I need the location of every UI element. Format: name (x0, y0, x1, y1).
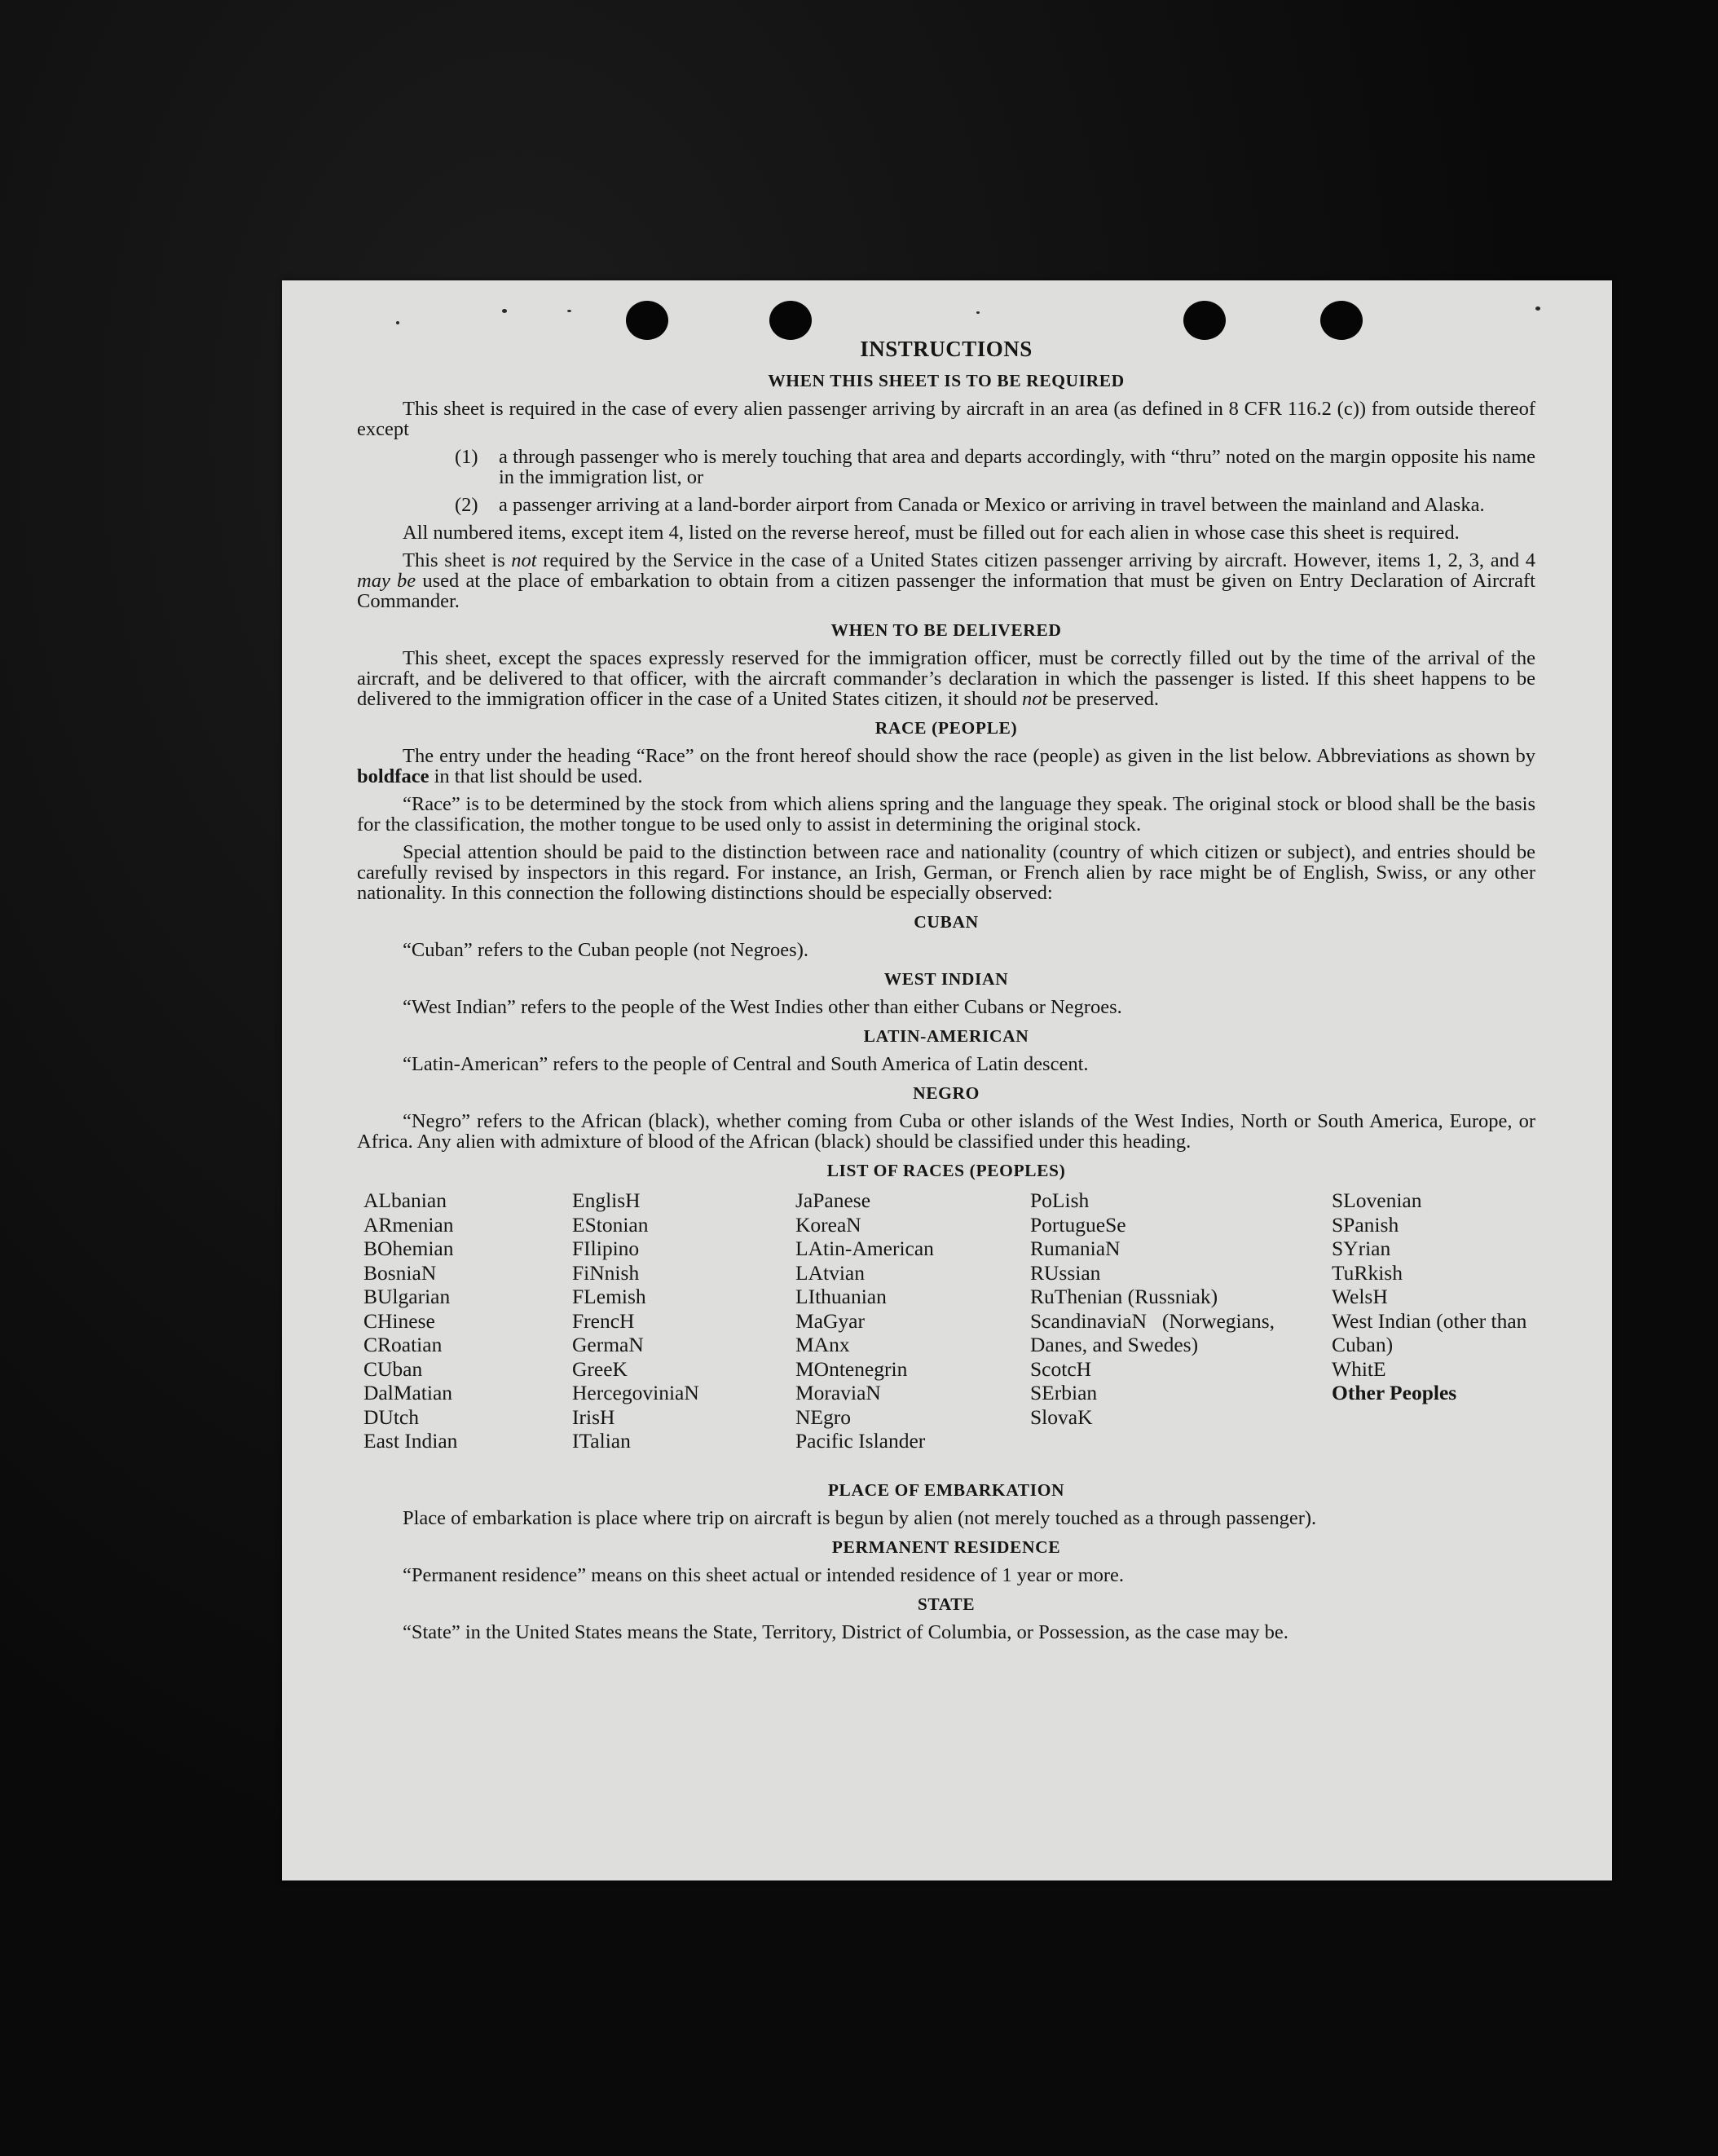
race-entry: RumaniaN (1030, 1237, 1121, 1260)
dust-speck (976, 311, 980, 314)
exception-number: (1) (455, 446, 478, 468)
race-entry: SErbian (1030, 1381, 1098, 1404)
race-entry: CRoatian (363, 1333, 443, 1356)
race-entry: GermaN (572, 1333, 644, 1356)
race-entry: ARmenian (363, 1212, 454, 1237)
race-entry: BOhemian (363, 1237, 454, 1260)
section-heading: PLACE OF EMBARKATION (827, 1480, 1065, 1500)
bold-term: boldface (357, 765, 430, 787)
emphasis: not (1021, 688, 1048, 710)
race-entry: MAnx (795, 1333, 850, 1356)
race-entry: KoreaN (795, 1212, 861, 1237)
race-entry: IrisH (572, 1404, 615, 1429)
race-entry: ITalian (572, 1429, 631, 1453)
race-entry: LIthuanian (795, 1285, 887, 1308)
race-entry: JaPanese (795, 1188, 871, 1212)
race-entry: CHinese (363, 1308, 435, 1333)
race-entry: LAtvian (795, 1260, 865, 1285)
race-entry: RUssian (1030, 1260, 1101, 1285)
punch-hole (1183, 301, 1226, 340)
exception-item (455, 447, 1535, 487)
section-heading: WEST INDIAN (883, 969, 1009, 989)
text-run: This sheet is (403, 549, 512, 571)
paragraph: “State” in the United States means the State, Territory, District of Columbia, or Possession, as the case may be. (403, 1621, 1288, 1643)
race-entry: DalMatian (363, 1381, 453, 1404)
paragraph: “Race” is to be determined by the stock from which aliens spring and the language they speak. The original stock or blood shall be the basis for the classification, the mother tongue to be used only to assist in determining the original stock. (357, 793, 1535, 836)
text-run: used at the place of embarkation to obtain from a citizen passenger the information that must be given on Entry Declaration of Aircraft Commander. (357, 570, 1535, 612)
race-entry: West Indian (other than Cuban) (1332, 1308, 1527, 1356)
paragraph (357, 746, 1535, 787)
race-entry: EStonian (572, 1212, 649, 1237)
section-heading: LATIN-AMERICAN (863, 1026, 1029, 1046)
race-entry: EnglisH (572, 1188, 641, 1212)
races-column (795, 1188, 1024, 1453)
races-column (572, 1188, 784, 1453)
race-entry: MaGyar (795, 1308, 865, 1333)
race-entry: FiNnish (572, 1260, 640, 1285)
race-entry: TuRkish (1332, 1260, 1403, 1285)
races-column (1332, 1188, 1535, 1405)
paragraph: “West Indian” refers to the people of the West Indies other than either Cubans or Negroes. (403, 996, 1122, 1018)
race-entry: PoLish (1030, 1188, 1090, 1212)
race-entry: ALbanian (363, 1188, 447, 1212)
race-entry: Pacific Islander (795, 1429, 926, 1453)
race-entry: Other Peoples (1332, 1381, 1457, 1404)
race-entry: BUlgarian (363, 1285, 451, 1308)
paragraph: “Cuban” refers to the Cuban people (not Negroes). (403, 939, 808, 961)
paragraph: “Negro” refers to the African (black), whether coming from Cuba or other islands of the West Indies, North or South America, Europe, or Africa. Any alien with admixture of blood of the African (black) should be classified under this heading. (357, 1110, 1535, 1153)
text-run: The entry under the heading “Race” on the front hereof should show the race (people) as given in the list below. Abbreviations as shown by (403, 745, 1535, 767)
race-entry: CUban (363, 1356, 423, 1381)
exception-number: (2) (455, 494, 478, 516)
section-heading: STATE (917, 1594, 976, 1614)
race-entry: WelsH (1332, 1285, 1388, 1308)
race-entry: DUtch (363, 1404, 419, 1429)
page-title: INSTRUCTIONS (860, 337, 1033, 361)
paragraph (357, 550, 1535, 611)
paragraph: All numbered items, except item 4, listed on the reverse hereof, must be filled out for each alien in whose case this sheet is required. (403, 522, 1460, 544)
race-entry: MOntenegrin (795, 1356, 908, 1381)
exception-text: a through passenger who is merely touching that area and departs accordingly, with “thru” noted on the margin opposite his name in the immigration list, or (499, 446, 1535, 488)
exception-item (455, 495, 1535, 515)
paragraph: “Latin-American” refers to the people of Central and South America of Latin descent. (403, 1053, 1089, 1075)
race-entry: SlovaK (1030, 1404, 1093, 1429)
paragraph: Place of embarkation is place where trip on aircraft is begun by alien (not merely touched as a through passenger). (403, 1507, 1317, 1529)
race-entry: SYrian (1332, 1237, 1391, 1260)
dust-speck (502, 309, 507, 313)
race-entry: ScandinaviaN (Norwegians, Danes, and Swedes) (1030, 1308, 1275, 1356)
section-heading: PERMANENT RESIDENCE (831, 1537, 1061, 1557)
dust-speck (396, 321, 399, 324)
section-heading: NEGRO (913, 1083, 980, 1103)
punch-hole (1320, 301, 1363, 340)
race-entry: East Indian (363, 1429, 458, 1453)
text-run: be preserved. (1047, 688, 1160, 710)
race-entry: LAtin-American (795, 1237, 934, 1260)
race-entry: SLovenian (1332, 1188, 1422, 1212)
race-entry: FIlipino (572, 1237, 640, 1260)
races-column (363, 1188, 559, 1453)
race-entry: HercegoviniaN (572, 1381, 699, 1404)
paragraph: Special attention should be paid to the distinction between race and nationality (country of which citizen or subject), and entries should be carefully revised by inspectors in this regard. For instance, an Irish, German, or French alien by race might be of English, Swiss, or any other nationality. In this connection the following distinctions should be especially observed: (357, 841, 1535, 904)
instruction-sheet (282, 280, 1612, 1880)
race-entry: MoraviaN (795, 1381, 881, 1404)
race-entry: BosniaN (363, 1260, 437, 1285)
text-run: This sheet, except the spaces expressly reserved for the immigration officer, must be correctly filled out by the time of the arrival of the aircraft, and be delivered to that officer, with the aircraft commander’s declaration in which the passenger is listed. If this sheet happens to be delivered to the immigration officer in the case of a United States citizen, it should (357, 647, 1535, 710)
section-heading: RACE (PEOPLE) (874, 718, 1018, 738)
races-column (1030, 1188, 1275, 1429)
race-entry: GreeK (572, 1356, 628, 1381)
paragraph: This sheet is required in the case of every alien passenger arriving by aircraft in an area (as defined in 8 CFR 116.2 (c)) from outside thereof except (357, 398, 1535, 440)
dust-speck (567, 310, 571, 312)
paragraph: “Permanent residence” means on this sheet actual or intended residence of 1 year or more. (403, 1564, 1125, 1586)
race-entry: FrencH (572, 1308, 635, 1333)
races-list (357, 1188, 1535, 1480)
dust-speck (1535, 306, 1540, 311)
paragraph (357, 648, 1535, 709)
race-entry: SPanish (1332, 1212, 1399, 1237)
section-heading: CUBAN (914, 912, 979, 932)
race-entry: PortugueSe (1030, 1212, 1126, 1237)
exception-text: a passenger arriving at a land-border airport from Canada or Mexico or arriving in travel between the mainland and Alaska. (499, 494, 1485, 516)
text-run: required by the Service in the case of a United States citizen passenger arriving by aircraft. However, items 1, 2, 3, and 4 (536, 549, 1536, 571)
section-heading: WHEN THIS SHEET IS TO BE REQUIRED (768, 371, 1125, 390)
punch-hole (769, 301, 812, 340)
text-run: in that list should be used. (429, 765, 643, 787)
race-entry: NEgro (795, 1404, 851, 1429)
race-entry: RuThenian (Russniak) (1030, 1285, 1218, 1308)
race-entry: WhitE (1332, 1356, 1386, 1381)
section-heading: LIST OF RACES (PEOPLES) (826, 1161, 1066, 1180)
instructions-content (357, 339, 1535, 1650)
section-heading: WHEN TO BE DELIVERED (830, 620, 1062, 640)
emphasis: may be (357, 570, 416, 592)
race-entry: FLemish (572, 1285, 646, 1308)
race-entry: ScotcH (1030, 1356, 1092, 1381)
punch-hole (626, 301, 668, 340)
emphasis: not (511, 549, 537, 571)
